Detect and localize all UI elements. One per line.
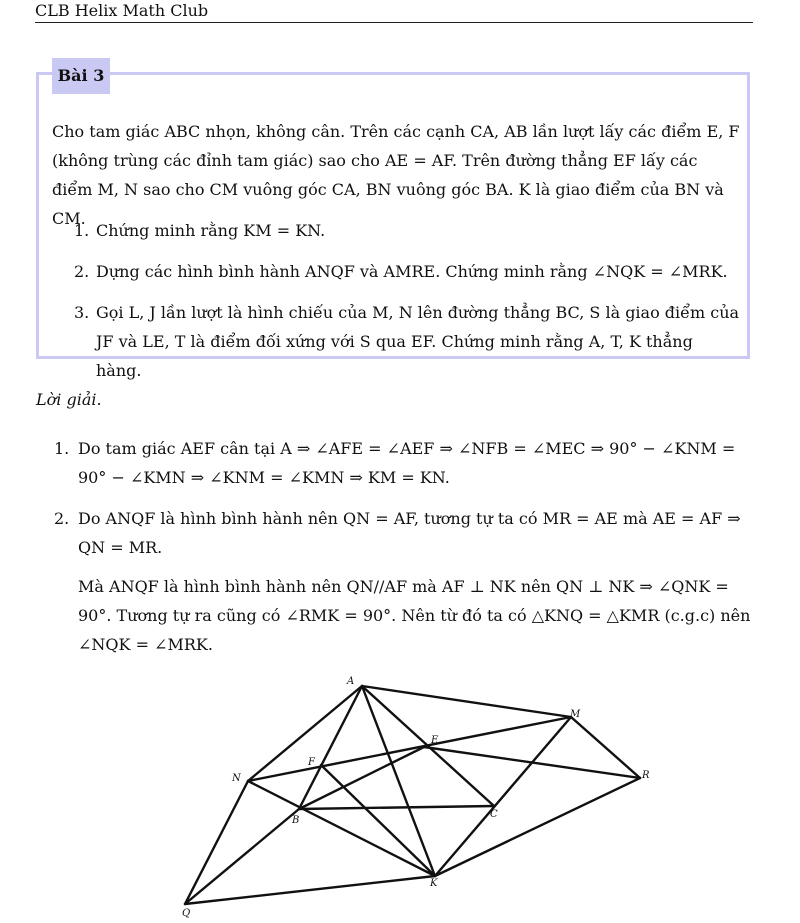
problem-item-2 <box>52 257 740 286</box>
segment-nm <box>248 717 571 781</box>
problem-label: Bài 3 <box>52 58 110 94</box>
geometry-figure <box>170 670 670 920</box>
point-label-c: C <box>490 809 498 820</box>
segment-ak <box>362 686 435 876</box>
segment-rk <box>435 778 640 876</box>
problem-item-text: Gọi L, J lần lượt là hình chiếu của M, N lên đường thẳng BC, S là giao điểm của JF và LE, T là điểm đối xứng với S qua EF. Chứng minh rằng A, T, K thẳng hàng. <box>96 303 740 380</box>
solution-item-number: 2. <box>54 509 70 528</box>
point-label-k: K <box>430 878 438 889</box>
segment-fk <box>321 765 435 876</box>
point-label-q: Q <box>182 908 191 919</box>
segment-bc <box>299 806 494 809</box>
solution-body <box>54 434 754 671</box>
segment-ab <box>299 686 362 809</box>
problem-item-number: 3. <box>74 303 90 322</box>
problem-item-text: Chứng minh rằng KM = KN. <box>96 221 326 240</box>
point-label-f: F <box>308 757 315 768</box>
segment-qb <box>185 809 299 904</box>
header-title: CLB Helix Math Club <box>35 1 209 20</box>
point-label-a: A <box>347 676 355 687</box>
point-label-r: R <box>642 770 650 781</box>
geometry-diagram <box>170 670 670 920</box>
segment-am <box>362 686 571 717</box>
solution-paragraph: Mà ANQF là hình bình hành nên QN//AF mà AF ⊥ NK nên QN ⊥ NK ⇒ ∠QNK = 90°. Tương tự ra cũng có ∠RMK = 90°. Nên từ đó ta có △KNQ = △KMR (c.g.c) nên ∠NQK = ∠MRK. <box>78 577 751 654</box>
solution-paragraph: Do tam giác AEF cân tại A ⇒ ∠AFE = ∠AEF ⇒ ∠NFB = ∠MEC ⇒ 90° − ∠KNM = 90° − ∠KMN ⇒ ∠KNM = ∠KMN ⇒ KM = KN. <box>78 439 736 487</box>
solution-item-2 <box>54 504 754 659</box>
point-label-b: B <box>292 815 300 826</box>
point-label-m: M <box>570 709 581 720</box>
problem-item-text: Dựng các hình bình hành ANQF và AMRE. Chứng minh rằng ∠NQK = ∠MRK. <box>96 262 728 281</box>
solution-item-1 <box>54 434 754 492</box>
segment-qk <box>185 876 435 904</box>
problem-item-3 <box>52 298 740 385</box>
solution-paragraph: Do ANQF là hình bình hành nên QN = AF, tương tự ta có MR = AE mà AE = AF ⇒ QN = MR. <box>78 509 741 557</box>
problem-items <box>52 216 740 397</box>
problem-item-number: 1. <box>74 221 90 240</box>
segment-nq <box>185 781 248 904</box>
page-header <box>35 0 753 23</box>
segment-an <box>248 686 362 781</box>
problem-statement: Cho tam giác ABC nhọn, không cân. Trên các cạnh CA, AB lần lượt lấy các điểm E, F (không trùng các đỉnh tam giác) sao cho AE = AF. Trên đường thẳng EF lấy các điểm M, N sao cho CM vuông góc CA, BN vuông góc BA. K là giao điểm của BN và CM. <box>52 122 740 228</box>
problem-item-1 <box>52 216 740 245</box>
solution-item-number: 1. <box>54 439 70 458</box>
problem-item-number: 2. <box>74 262 90 281</box>
solution-heading: Lời giải. <box>36 390 102 409</box>
point-label-n: N <box>232 773 241 784</box>
point-label-e: E <box>431 735 439 746</box>
